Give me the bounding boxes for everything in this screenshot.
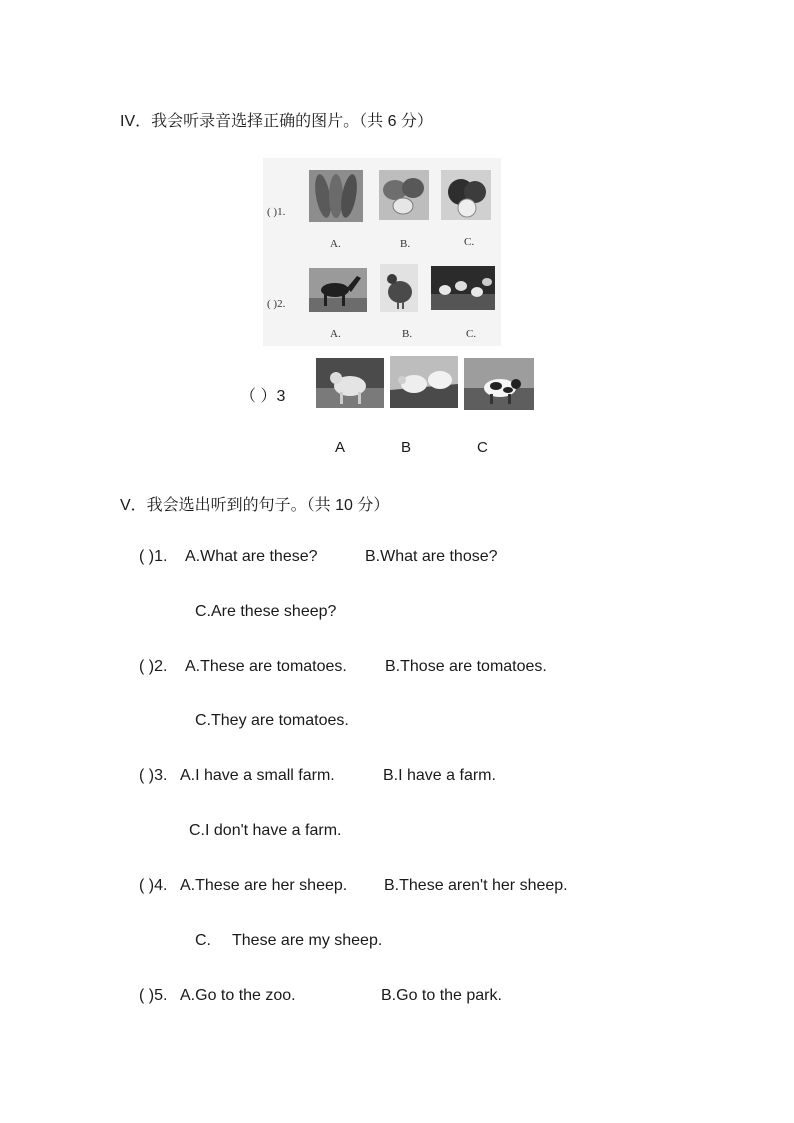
- item-5-option-a: A.Go to the zoo.: [180, 987, 296, 1004]
- sheep-photo: [390, 356, 458, 408]
- q2-option-b: B.: [402, 328, 413, 340]
- item-3-paren: ( )3.: [139, 767, 168, 784]
- item-4-option-a: A.These are her sheep.: [180, 877, 348, 894]
- item-5-paren: ( )5.: [139, 987, 168, 1004]
- item-1-option-b: B.What are those?: [365, 548, 498, 565]
- item-5-option-b: B.Go to the park.: [381, 987, 502, 1004]
- section-5-title: V．我会选出听到的句子。（共 10 分）: [120, 497, 390, 514]
- item-4-option-b: B.These aren't her sheep.: [384, 877, 568, 894]
- item-3-option-a: A.I have a small farm.: [180, 767, 335, 784]
- scanned-picture-block: [263, 158, 501, 346]
- goats-photo: [316, 358, 384, 408]
- item-2-option-b: B.Those are tomatoes.: [385, 658, 547, 675]
- item-4-option-c: These are my sheep.: [232, 932, 383, 949]
- potatoes-photo: [379, 170, 429, 220]
- q1-option-c: C.: [464, 236, 475, 248]
- horse-photo: [309, 268, 367, 312]
- item-1-paren: ( )1.: [139, 548, 168, 565]
- cows-photo: [464, 358, 534, 410]
- item-3-option-b: B.I have a farm.: [383, 767, 496, 784]
- item-4-paren: ( )4.: [139, 877, 168, 894]
- q3-option-b: B: [401, 439, 412, 456]
- hen-photo: [380, 264, 418, 312]
- ducks-photo: [431, 266, 495, 310]
- q1-paren: ( )1.: [267, 206, 286, 218]
- q2-paren: ( )2.: [267, 298, 286, 310]
- sweet-potatoes-photo: [309, 170, 363, 222]
- onions-photo: [441, 170, 491, 220]
- q2-option-a: A.: [330, 328, 341, 340]
- item-2-paren: ( )2.: [139, 658, 168, 675]
- q3-paren: （ ）3: [240, 388, 286, 405]
- section-4-title: IV．我会听录音选择正确的图片。（共 6 分）: [120, 113, 433, 130]
- item-4-option-c-letter: C.: [195, 932, 211, 949]
- q1-option-b: B.: [400, 238, 411, 250]
- q3-option-a: A: [335, 439, 346, 456]
- q1-option-a: A.: [330, 238, 341, 250]
- item-1-option-a: A.What are these?: [185, 548, 318, 565]
- item-3-option-c: C.I don't have a farm.: [189, 822, 342, 839]
- q3-option-c: C: [477, 439, 488, 456]
- item-2-option-c: C.They are tomatoes.: [195, 712, 349, 729]
- q2-option-c: C.: [466, 328, 477, 340]
- item-2-option-a: A.These are tomatoes.: [185, 658, 347, 675]
- item-1-option-c: C.Are these sheep?: [195, 603, 337, 620]
